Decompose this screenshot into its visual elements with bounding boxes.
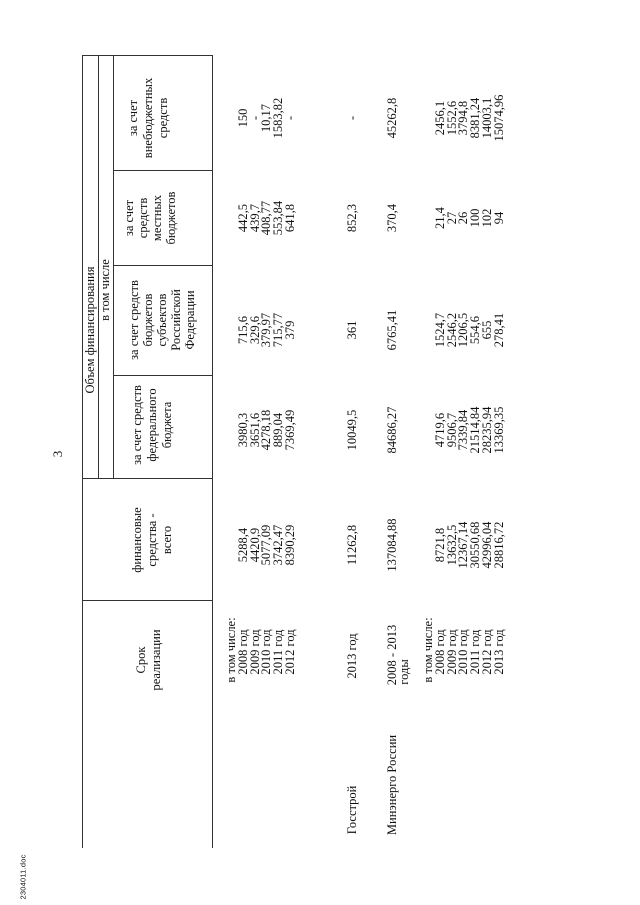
g1-row-3-mest: 553,84 xyxy=(270,200,285,236)
me-row-3-vneb: 8381,24 xyxy=(467,97,482,139)
header-subj-line-0: за счет средств xyxy=(126,280,141,360)
me-row-2-period: 2010 год xyxy=(456,629,471,675)
me-row-1-period: 2009 год xyxy=(444,629,459,675)
rule-mest-vneb xyxy=(113,170,212,171)
g1-row-1-period: 2009 год xyxy=(247,629,262,675)
gosstroy-fed: 10049,5 xyxy=(344,409,359,451)
g1-row-0-total: 5288,4 xyxy=(235,527,250,563)
g1-row-2-period: 2010 год xyxy=(259,629,274,675)
minenergo-total: 137084,88 xyxy=(384,518,399,572)
rule-subj-mest xyxy=(113,265,212,266)
minenergo-fed: 84686,27 xyxy=(384,406,399,454)
me-row-4-total: 42996,04 xyxy=(479,521,494,569)
g1-row-1-mest: 439,7 xyxy=(247,203,262,233)
me-row-4-subj: 655 xyxy=(479,320,494,340)
gosstroy-mest: 852,3 xyxy=(344,203,359,233)
header-srok-line-0: Срок xyxy=(133,646,148,674)
me-row-0-subj: 1524,7 xyxy=(432,312,447,348)
g1-row-2-fed: 4278,18 xyxy=(259,409,274,451)
g1-row-1-subj: 329,6 xyxy=(247,315,262,345)
header-fed-line-0: за счет средств xyxy=(129,385,144,465)
footer-filename: 2304011.doc xyxy=(18,854,28,900)
rule-srok-vsego xyxy=(82,600,212,601)
header-obem: Объем финансирования xyxy=(82,266,97,394)
g1-row-2-mest: 408,77 xyxy=(259,200,274,236)
g1-row-3-period: 2011 год xyxy=(270,629,285,675)
g1-row-2-vneb: 10,17 xyxy=(259,103,274,133)
g1-row-3-subj: 715,77 xyxy=(270,312,285,348)
g1-row-2-subj: 379,97 xyxy=(259,312,274,348)
me-row-1-mest: 27 xyxy=(444,211,459,225)
me-row-2-mest: 26 xyxy=(456,211,471,225)
minenergo-subj: 6765,41 xyxy=(384,309,399,351)
page-number: 3 xyxy=(50,450,65,458)
me-row-2-vneb: 3794,8 xyxy=(456,100,471,136)
header-vneb-line-2: средств xyxy=(155,97,170,139)
rule-vtom-bottom xyxy=(113,55,114,478)
me-row-3-fed: 21514,84 xyxy=(467,406,482,454)
me-row-5-mest: 94 xyxy=(491,211,506,225)
g1-row-3-total: 3742,47 xyxy=(270,524,285,566)
gosstroy-period: 2013 год xyxy=(344,633,359,679)
g1-subheader: в том числе: xyxy=(223,617,238,683)
header-mest-line-2: местных xyxy=(149,194,164,242)
me-row-0-period: 2008 год xyxy=(432,629,447,675)
g1-row-1-vneb: - xyxy=(247,115,262,121)
me-row-4-mest: 102 xyxy=(479,208,494,228)
g1-row-4-subj: 379 xyxy=(282,320,297,340)
g1-row-4-mest: 641,8 xyxy=(282,203,297,233)
me-row-4-fed: 28235,94 xyxy=(479,406,494,454)
g1-row-0-mest: 442,5 xyxy=(235,203,250,233)
header-vneb-line-1: внебюджетных xyxy=(140,77,155,159)
me-row-2-subj: 1206,5 xyxy=(456,312,471,348)
me-row-0-mest: 21,4 xyxy=(432,207,447,229)
header-fed-line-1: федерального xyxy=(144,388,159,462)
g1-row-4-fed: 7369,49 xyxy=(282,409,297,451)
header-subj-line-3: Российской xyxy=(168,289,183,351)
me-row-3-period: 2011 год xyxy=(467,629,482,675)
header-subj-line-2: субъектов xyxy=(154,293,169,347)
rule-outer-left xyxy=(82,55,83,848)
minenergo-mest: 370,4 xyxy=(384,203,399,233)
g1-row-0-fed: 3980,3 xyxy=(235,412,250,448)
me-row-1-subj: 2546,2 xyxy=(444,312,459,348)
me-row-0-fed: 4719,6 xyxy=(432,412,447,448)
me-row-0-vneb: 2456,1 xyxy=(432,100,447,136)
me-row-1-fed: 9506,7 xyxy=(444,412,459,448)
me-row-3-mest: 100 xyxy=(467,208,482,228)
me-row-4-period: 2012 год xyxy=(479,629,494,675)
me-row-1-vneb: 1552,6 xyxy=(444,100,459,136)
me-row-5-fed: 13369,35 xyxy=(491,406,506,454)
g1-row-4-total: 8390,29 xyxy=(282,524,297,566)
g1-row-4-vneb: - xyxy=(282,115,297,121)
header-mest-line-0: за счет xyxy=(121,199,136,237)
gosstroy-org: Госстрой xyxy=(344,785,359,835)
g1-row-3-vneb: 1583,82 xyxy=(270,97,285,139)
rule-outer-top xyxy=(82,55,212,56)
g1-row-0-period: 2008 год xyxy=(235,629,250,675)
header-subj-line-4: Федерации xyxy=(182,290,197,350)
minenergo-period2: годы xyxy=(396,659,411,685)
minenergo-subheader: в том числе: xyxy=(420,617,435,683)
header-vtomchisle: в том числе xyxy=(97,259,112,321)
minenergo-period1: 2008 - 2013 xyxy=(384,624,399,686)
g1-row-0-subj: 715,6 xyxy=(235,315,250,345)
me-row-2-total: 12367,14 xyxy=(456,521,471,569)
header-vsego-line-0: финансовые xyxy=(129,507,144,573)
gosstroy-total: 11262,8 xyxy=(344,524,359,566)
rule-fed-subj xyxy=(113,375,212,376)
rule-vsego-fed xyxy=(82,478,212,479)
g1-row-1-fed: 3651,6 xyxy=(247,412,262,448)
me-row-1-total: 13632,5 xyxy=(444,524,459,566)
me-row-4-vneb: 14003,1 xyxy=(479,97,494,139)
me-row-0-total: 8721,8 xyxy=(432,527,447,563)
rule-header-right xyxy=(212,55,213,848)
g1-row-4-period: 2012 год xyxy=(282,629,297,675)
me-row-3-subj: 554,6 xyxy=(467,315,482,345)
minenergo-org: Минэнерго России xyxy=(384,734,399,836)
header-subj-line-1: бюджетов xyxy=(140,293,155,347)
header-mest-line-1: средств xyxy=(135,197,150,239)
header-mest-line-3: бюджетов xyxy=(163,191,178,245)
me-row-3-total: 30550,68 xyxy=(467,521,482,569)
me-row-2-fed: 7339,84 xyxy=(456,409,471,451)
me-row-5-period: 2013 год xyxy=(491,629,506,675)
gosstroy-vneb: - xyxy=(344,115,359,121)
header-vneb-line-0: за счет xyxy=(125,99,140,137)
header-srok-line-1: реализации xyxy=(148,629,163,691)
g1-row-3-fed: 889,04 xyxy=(270,412,285,448)
header-vsego-line-2: всего xyxy=(159,525,174,555)
me-row-5-vneb: 15074,96 xyxy=(491,94,506,142)
g1-row-2-total: 5077,09 xyxy=(259,524,274,566)
minenergo-vneb: 45262,8 xyxy=(384,97,399,139)
g1-row-0-vneb: 150 xyxy=(235,108,250,128)
header-vsego-line-1: средства - xyxy=(144,513,159,567)
header-fed-line-2: бюджета xyxy=(159,401,174,449)
me-row-5-subj: 278,41 xyxy=(491,312,506,348)
g1-row-1-total: 4420,9 xyxy=(247,527,262,563)
gosstroy-subj: 361 xyxy=(344,320,359,340)
me-row-5-total: 28816,72 xyxy=(491,521,506,569)
